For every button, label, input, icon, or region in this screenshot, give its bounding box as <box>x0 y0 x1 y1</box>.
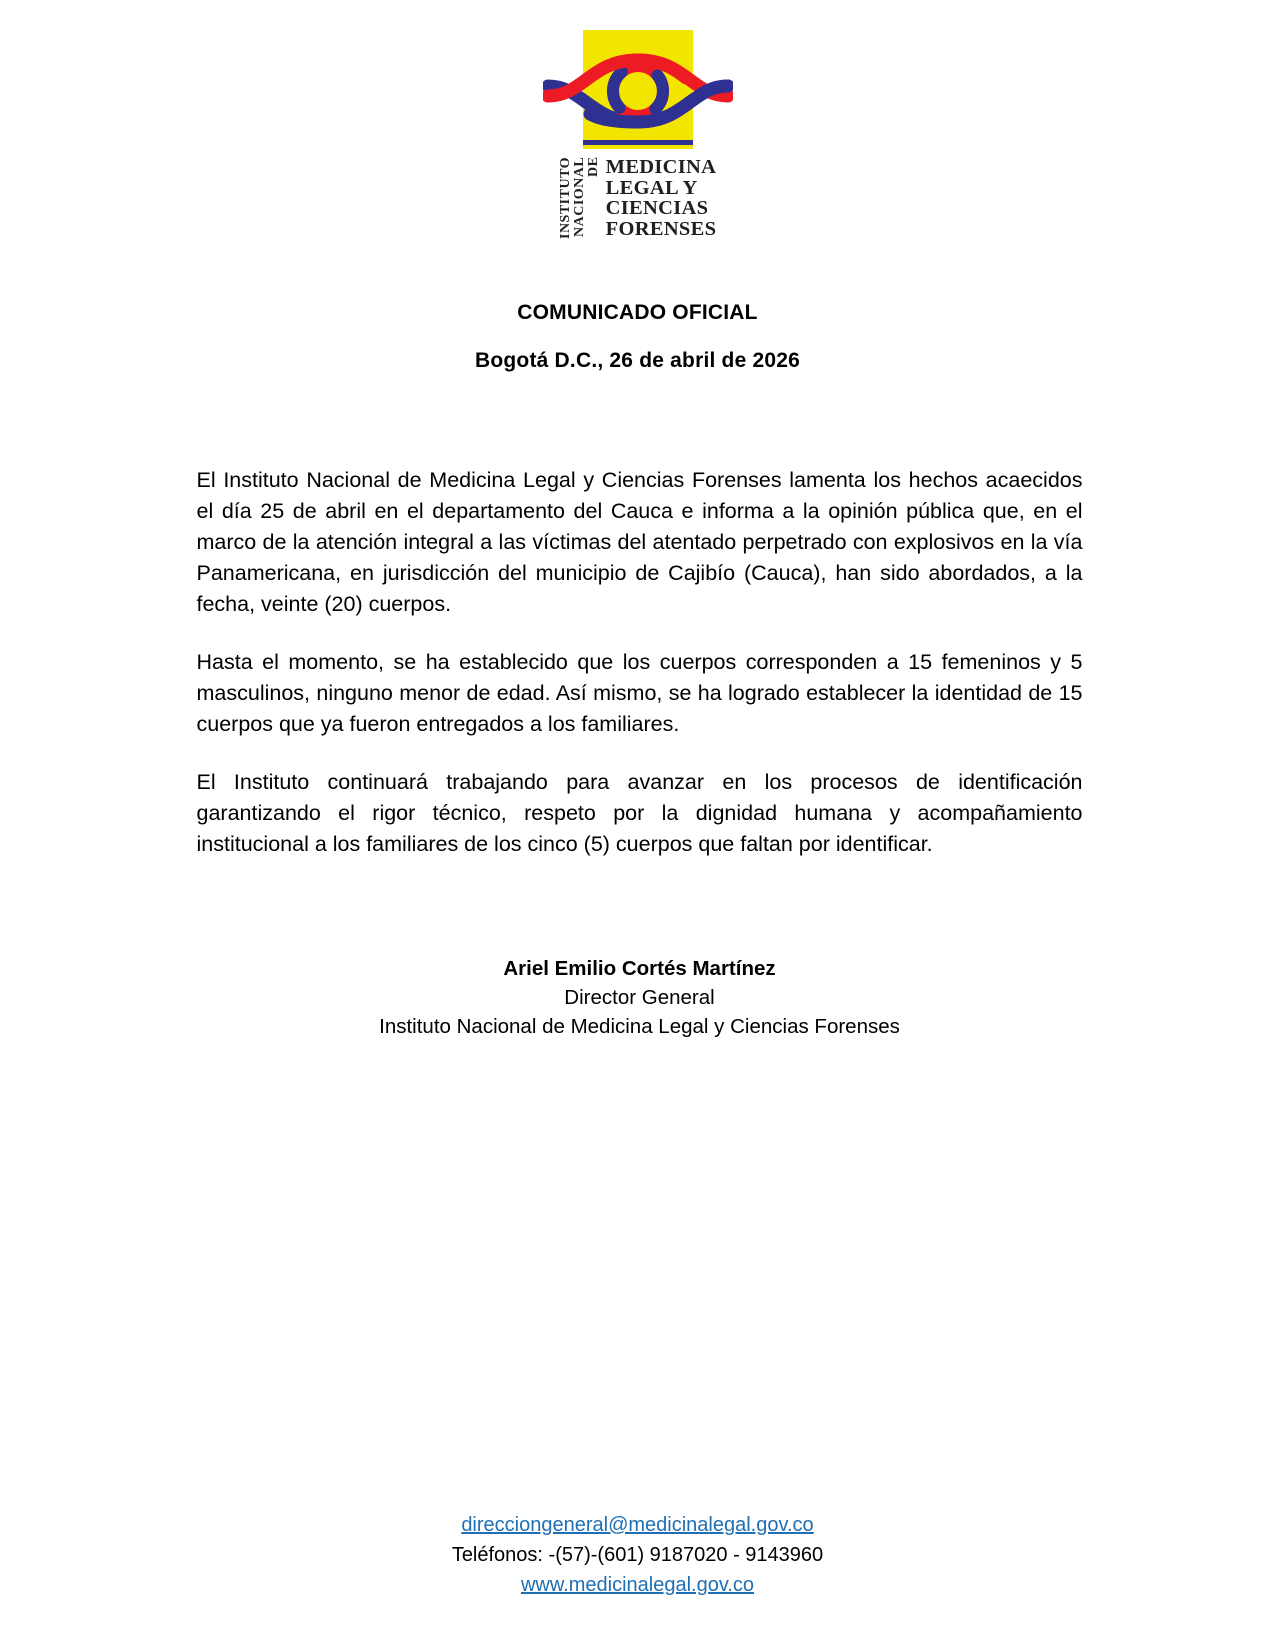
footer-website-link[interactable]: www.medicinalegal.gov.co <box>520 1574 755 1596</box>
footer-website-row <box>0 1570 1275 1600</box>
logo-word-medicina: MEDICINA <box>605 156 717 178</box>
signatory-role: Director General <box>564 986 715 1009</box>
page-footer <box>0 1510 1275 1600</box>
logo-word-instituto: INSTITUTO <box>557 156 573 239</box>
signatory-organization: Instituto Nacional de Medicina Legal y Ciencias Forenses <box>379 1015 900 1038</box>
signatory-name: Ariel Emilio Cortés Martínez <box>503 957 776 980</box>
paragraph-3: El Instituto continuará trabajando para avanzar en los procesos de identificación garantizando el rigor técnico, respeto por la dignidad humana y acompañamiento institucional a los familiares de los cinco (5) cuerpos que faltan por identificar. <box>196 770 1083 856</box>
paragraph-1: El Instituto Nacional de Medicina Legal y Ciencias Forenses lamenta los hechos acaecidos el día 25 de abril en el departamento del Cauca e informa a la opinión pública que, en el marco de la atención integral a las víctimas del atentado perpetrado con explosivos en la vía Panamericana, en jurisdicción del municipio de Cajibío (Cauca), han sido abordados, a la fecha, veinte (20) cuerpos. <box>196 468 1083 616</box>
institution-logo <box>0 0 1275 239</box>
logo-vertical-words <box>559 157 601 239</box>
logo-emblem-icon <box>543 30 733 152</box>
logo-main-words <box>606 157 717 239</box>
footer-email-row <box>0 1510 1275 1540</box>
logo-word-legal-y: LEGAL Y <box>605 176 698 199</box>
logo-word-nacional-de: NACIONAL DE <box>571 157 601 238</box>
signature-block <box>197 955 1083 1041</box>
logo-word-forenses: FORENSES <box>605 217 717 240</box>
footer-email-link[interactable]: direcciongeneral@medicinalegal.gov.co <box>461 1514 814 1536</box>
logo-wordmark <box>559 157 717 239</box>
logo-word-ciencias: CIENCIAS <box>605 197 709 219</box>
document-body <box>193 465 1083 1041</box>
page-title: COMUNICADO OFICIAL <box>517 301 758 324</box>
paragraph-2: Hasta el momento, se ha establecido que los cuerpos corresponden a 15 femeninos y 5 masculinos, ninguno menor de edad. Así mismo, se ha logrado establecer la identidad de 15 cuerpos que ya fueron entregados a los familiares. <box>196 650 1083 736</box>
document-date: Bogotá D.C., 26 de abril de 2026 <box>475 349 800 372</box>
footer-phones: Teléfonos: -(57)-(601) 9187020 - 9143960 <box>451 1544 824 1566</box>
